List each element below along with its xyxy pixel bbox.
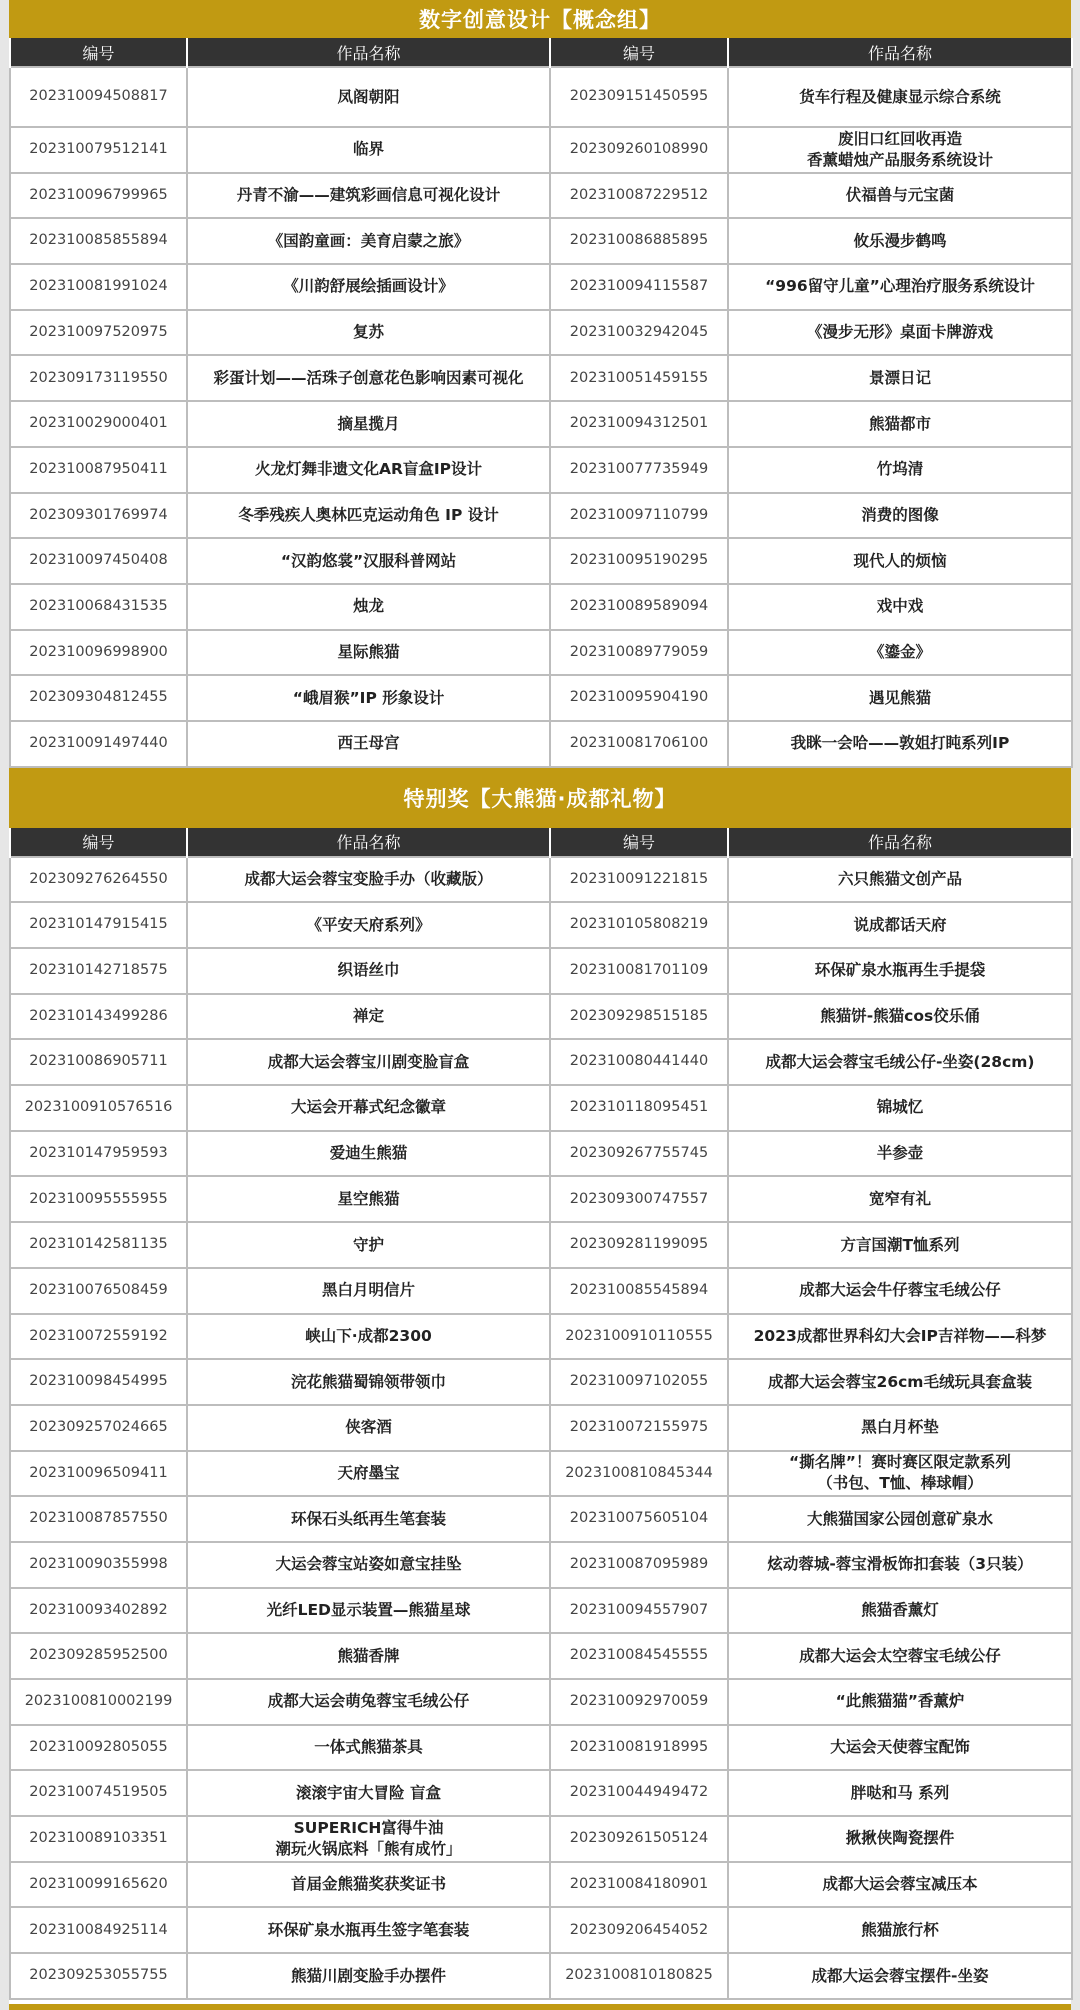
table-row	[10, 538, 1072, 584]
table-row	[10, 173, 1072, 219]
table-body-concept	[10, 67, 1072, 767]
entry-id: 202310142718575	[10, 948, 187, 994]
table-row	[10, 994, 1072, 1040]
entry-id: 202310086905711	[10, 1039, 187, 1085]
work-name: 一体式熊猫茶具	[187, 1725, 550, 1771]
entry-id: 202310072155975	[550, 1405, 728, 1451]
entry-id: 202310081706100	[550, 721, 728, 767]
entry-id: 202310091497440	[10, 721, 187, 767]
work-name: 临界	[187, 127, 550, 173]
work-name: 现代人的烦恼	[728, 538, 1072, 584]
table-row	[10, 1222, 1072, 1268]
work-name: 摘星揽月	[187, 401, 550, 447]
table-row	[10, 1039, 1072, 1085]
work-name: 成都大运会太空蓉宝毛绒公仔	[728, 1633, 1072, 1679]
entry-id: 202309281199095	[550, 1222, 728, 1268]
table-row	[10, 264, 1072, 310]
header-id: 编号	[550, 38, 728, 67]
header-work-name: 作品名称	[728, 828, 1072, 857]
table-row	[10, 857, 1072, 903]
work-name: 《川韵舒展绘插画设计》	[187, 264, 550, 310]
work-name: 2023成都世界科幻大会IP吉祥物——科梦	[728, 1314, 1072, 1360]
work-name: 星际熊猫	[187, 630, 550, 676]
work-name: 戏中戏	[728, 584, 1072, 630]
entry-id: 2023100910576516	[10, 1085, 187, 1131]
work-name: 侠客酒	[187, 1405, 550, 1451]
table-row	[10, 1314, 1072, 1360]
entry-id: 202309304812455	[10, 675, 187, 721]
table-row	[10, 67, 1072, 127]
work-name: 揪揪侠陶瓷摆件	[728, 1816, 1072, 1862]
entry-id: 202310084545555	[550, 1633, 728, 1679]
entry-id: 202310081991024	[10, 264, 187, 310]
work-name: 《国韵童画：美育启蒙之旅》	[187, 218, 550, 264]
work-name: “996留守儿童”心理治疗服务系统设计	[728, 264, 1072, 310]
work-name: 守护	[187, 1222, 550, 1268]
table-special-award	[9, 828, 1073, 2000]
work-name: 胖哒和马 系列	[728, 1770, 1072, 1816]
entry-id: 2023100910110555	[550, 1314, 728, 1360]
entry-id: 202310091221815	[550, 857, 728, 903]
entry-id: 202310095904190	[550, 675, 728, 721]
work-name: 景漂日记	[728, 355, 1072, 401]
entry-id: 202310089779059	[550, 630, 728, 676]
work-name: 货车行程及健康显示综合系统	[728, 67, 1072, 127]
entry-id: 202310076508459	[10, 1268, 187, 1314]
table-body-special-award	[10, 857, 1072, 1999]
entry-id: 202310094508817	[10, 67, 187, 127]
entry-id: 202310077735949	[550, 447, 728, 493]
work-name: 大运会蓉宝站姿如意宝挂坠	[187, 1542, 550, 1588]
work-name: 大熊猫国家公园创意矿泉水	[728, 1496, 1072, 1542]
table-concept	[9, 38, 1073, 768]
work-name: 伏福兽与元宝菌	[728, 173, 1072, 219]
table-row	[10, 1085, 1072, 1131]
entry-id: 202309257024665	[10, 1405, 187, 1451]
entry-id: 202309298515185	[550, 994, 728, 1040]
table-row	[10, 1588, 1072, 1634]
entry-id: 202309173119550	[10, 355, 187, 401]
table-row	[10, 1633, 1072, 1679]
work-name: 滚滚宇宙大冒险 盲盒	[187, 1770, 550, 1816]
table-row	[10, 1770, 1072, 1816]
work-name: 西王母宫	[187, 721, 550, 767]
entry-id: 202310097450408	[10, 538, 187, 584]
entry-id: 202310092970059	[550, 1679, 728, 1725]
work-name: “汉韵悠裳”汉服科普网站	[187, 538, 550, 584]
header-id: 编号	[10, 828, 187, 857]
work-name: 黑白月明信片	[187, 1268, 550, 1314]
entry-id: 202310085545894	[550, 1268, 728, 1314]
table-row	[10, 902, 1072, 948]
entry-id: 202310105808219	[550, 902, 728, 948]
work-name: 成都大运会蓉宝减压本	[728, 1862, 1072, 1908]
table-row	[10, 493, 1072, 539]
work-name: 方言国潮T恤系列	[728, 1222, 1072, 1268]
table-row	[10, 1359, 1072, 1405]
entry-id: 202309285952500	[10, 1633, 187, 1679]
content	[9, 0, 1071, 2000]
table-row	[10, 1725, 1072, 1771]
entry-id: 202310084925114	[10, 1907, 187, 1953]
table-row	[10, 721, 1072, 767]
work-name: 爱迪生熊猫	[187, 1131, 550, 1177]
table-row	[10, 127, 1072, 173]
work-name: 天府墨宝	[187, 1451, 550, 1497]
work-name: 废旧口红回收再造 香薰蜡烛产品服务系统设计	[728, 127, 1072, 173]
work-name: “峨眉猴”IP 形象设计	[187, 675, 550, 721]
work-name: 消费的图像	[728, 493, 1072, 539]
header-work-name: 作品名称	[187, 38, 550, 67]
work-name: “撕名牌”！赛时赛区限定款系列 （书包、T恤、棒球帽）	[728, 1451, 1072, 1497]
left-border	[0, 0, 9, 2010]
work-name: 成都大运会蓉宝摆件-坐姿	[728, 1953, 1072, 1999]
entry-id: 202309206454052	[550, 1907, 728, 1953]
work-name: 成都大运会蓉宝变脸手办（收藏版）	[187, 857, 550, 903]
table-row	[10, 218, 1072, 264]
entry-id: 202310087095989	[550, 1542, 728, 1588]
bottom-bar	[9, 2004, 1071, 2010]
work-name: 熊猫旅行杯	[728, 1907, 1072, 1953]
entry-id: 202310096509411	[10, 1451, 187, 1497]
entry-id: 202310074519505	[10, 1770, 187, 1816]
work-name: 成都大运会牛仔蓉宝毛绒公仔	[728, 1268, 1072, 1314]
work-name: 炫动蓉城-蓉宝滑板饰扣套装（3只装）	[728, 1542, 1072, 1588]
entry-id: 202310068431535	[10, 584, 187, 630]
entry-id: 202309260108990	[550, 127, 728, 173]
entry-id: 202310032942045	[550, 310, 728, 356]
work-name: 大运会天使蓉宝配饰	[728, 1725, 1072, 1771]
entry-id: 202310029000401	[10, 401, 187, 447]
work-name: 黑白月杯垫	[728, 1405, 1072, 1451]
work-name: 熊猫川剧变脸手办摆件	[187, 1953, 550, 1999]
table-row	[10, 310, 1072, 356]
table-row	[10, 1268, 1072, 1314]
table-row	[10, 630, 1072, 676]
table-row	[10, 1679, 1072, 1725]
table-row	[10, 401, 1072, 447]
entry-id: 202309300747557	[550, 1176, 728, 1222]
table-row	[10, 1542, 1072, 1588]
entry-id: 202309267755745	[550, 1131, 728, 1177]
entry-id: 202310092805055	[10, 1725, 187, 1771]
header-id: 编号	[10, 38, 187, 67]
work-name: 星空熊猫	[187, 1176, 550, 1222]
entry-id: 202310089103351	[10, 1816, 187, 1862]
entry-id: 202310093402892	[10, 1588, 187, 1634]
entry-id: 202310147915415	[10, 902, 187, 948]
entry-id: 202309301769974	[10, 493, 187, 539]
work-name: 熊猫香薰灯	[728, 1588, 1072, 1634]
work-name: 织语丝巾	[187, 948, 550, 994]
table-row	[10, 584, 1072, 630]
table-header-row	[10, 38, 1072, 67]
work-name: 首届金熊猫奖获奖证书	[187, 1862, 550, 1908]
entry-id: 202310118095451	[550, 1085, 728, 1131]
work-name: 说成都话天府	[728, 902, 1072, 948]
entry-id: 202310143499286	[10, 994, 187, 1040]
table-row	[10, 1953, 1072, 1999]
entry-id: 202310096998900	[10, 630, 187, 676]
work-name: 《鎏金》	[728, 630, 1072, 676]
entry-id: 202309253055755	[10, 1953, 187, 1999]
entry-id: 202310085855894	[10, 218, 187, 264]
entry-id: 202309151450595	[550, 67, 728, 127]
table-row	[10, 948, 1072, 994]
entry-id: 202310079512141	[10, 127, 187, 173]
work-name: 熊猫都市	[728, 401, 1072, 447]
work-name: 环保石头纸再生笔套装	[187, 1496, 550, 1542]
entry-id: 202310094557907	[550, 1588, 728, 1634]
table-row	[10, 447, 1072, 493]
entry-id: 202310086885895	[550, 218, 728, 264]
work-name: SUPERICH富得牛油 潮玩火锅底料「熊有成竹」	[187, 1816, 550, 1862]
work-name: 半参壶	[728, 1131, 1072, 1177]
entry-id: 202310087857550	[10, 1496, 187, 1542]
work-name: 成都大运会蓉宝26cm毛绒玩具套盒装	[728, 1359, 1072, 1405]
work-name: 我眯一会哈——敦姐打盹系列IP	[728, 721, 1072, 767]
table-row	[10, 1131, 1072, 1177]
entry-id: 202310090355998	[10, 1542, 187, 1588]
work-name: 凤阁朝阳	[187, 67, 550, 127]
entry-id: 202310080441440	[550, 1039, 728, 1085]
table-row	[10, 1176, 1072, 1222]
work-name: 成都大运会蓉宝川剧变脸盲盒	[187, 1039, 550, 1085]
work-name: 成都大运会蓉宝毛绒公仔-坐姿(28cm)	[728, 1039, 1072, 1085]
work-name: 烛龙	[187, 584, 550, 630]
work-name: 冬季残疾人奥林匹克运动角色 IP 设计	[187, 493, 550, 539]
table-row	[10, 1496, 1072, 1542]
entry-id: 202310099165620	[10, 1862, 187, 1908]
work-name: 竹坞清	[728, 447, 1072, 493]
entry-id: 202310094115587	[550, 264, 728, 310]
header-id: 编号	[550, 828, 728, 857]
entry-id: 202310087229512	[550, 173, 728, 219]
table-row	[10, 1907, 1072, 1953]
entry-id: 202309261505124	[550, 1816, 728, 1862]
work-name: 彩蛋计划——活珠子创意花色影响因素可视化	[187, 355, 550, 401]
work-name: 遇见熊猫	[728, 675, 1072, 721]
entry-id: 202310072559192	[10, 1314, 187, 1360]
entry-id: 2023100810002199	[10, 1679, 187, 1725]
section-title-special-award: 特别奖【大熊猫·成都礼物】	[9, 768, 1071, 828]
entry-id: 202310097110799	[550, 493, 728, 539]
work-name: 锦城忆	[728, 1085, 1072, 1131]
entry-id: 202310081701109	[550, 948, 728, 994]
work-name: 光纤LED显示装置—熊猫星球	[187, 1588, 550, 1634]
entry-id: 202310098454995	[10, 1359, 187, 1405]
entry-id: 202310089589094	[550, 584, 728, 630]
entry-id: 202309276264550	[10, 857, 187, 903]
work-name: 浣花熊猫蜀锦领带领巾	[187, 1359, 550, 1405]
work-name: 复苏	[187, 310, 550, 356]
table-row	[10, 355, 1072, 401]
entry-id: 202310084180901	[550, 1862, 728, 1908]
work-name: 成都大运会萌兔蓉宝毛绒公仔	[187, 1679, 550, 1725]
section-title-concept: 数字创意设计【概念组】	[9, 0, 1071, 38]
entry-id: 202310095555955	[10, 1176, 187, 1222]
work-name: 《平安天府系列》	[187, 902, 550, 948]
work-name: 熊猫饼-熊猫cos佼乐俑	[728, 994, 1072, 1040]
work-name: 攸乐漫步鹤鸣	[728, 218, 1072, 264]
entry-id: 202310097102055	[550, 1359, 728, 1405]
entry-id: 202310081918995	[550, 1725, 728, 1771]
entry-id: 202310142581135	[10, 1222, 187, 1268]
entry-id: 202310075605104	[550, 1496, 728, 1542]
work-name: 禅定	[187, 994, 550, 1040]
work-name: 宽窄有礼	[728, 1176, 1072, 1222]
work-name: 火龙灯舞非遗文化AR盲盒IP设计	[187, 447, 550, 493]
entry-id: 202310094312501	[550, 401, 728, 447]
work-name: 六只熊猫文创产品	[728, 857, 1072, 903]
table-header-row	[10, 828, 1072, 857]
table-row	[10, 1451, 1072, 1497]
entry-id: 202310097520975	[10, 310, 187, 356]
entry-id: 2023100810845344	[550, 1451, 728, 1497]
entry-id: 202310051459155	[550, 355, 728, 401]
table-row	[10, 1862, 1072, 1908]
entry-id: 2023100810180825	[550, 1953, 728, 1999]
header-work-name: 作品名称	[187, 828, 550, 857]
entry-id: 202310044949472	[550, 1770, 728, 1816]
work-name: 熊猫香牌	[187, 1633, 550, 1679]
header-work-name: 作品名称	[728, 38, 1072, 67]
work-name: 丹青不渝——建筑彩画信息可视化设计	[187, 173, 550, 219]
table-row	[10, 1405, 1072, 1451]
work-name: 《漫步无形》桌面卡牌游戏	[728, 310, 1072, 356]
entry-id: 202310096799965	[10, 173, 187, 219]
entry-id: 202310095190295	[550, 538, 728, 584]
work-name: 环保矿泉水瓶再生签字笔套装	[187, 1907, 550, 1953]
entry-id: 202310087950411	[10, 447, 187, 493]
entry-id: 202310147959593	[10, 1131, 187, 1177]
work-name: 环保矿泉水瓶再生手提袋	[728, 948, 1072, 994]
work-name: 大运会开幕式纪念徽章	[187, 1085, 550, 1131]
table-row	[10, 675, 1072, 721]
table-row	[10, 1816, 1072, 1862]
work-name: 峡山下·成都2300	[187, 1314, 550, 1360]
work-name: “此熊猫猫”香薰炉	[728, 1679, 1072, 1725]
